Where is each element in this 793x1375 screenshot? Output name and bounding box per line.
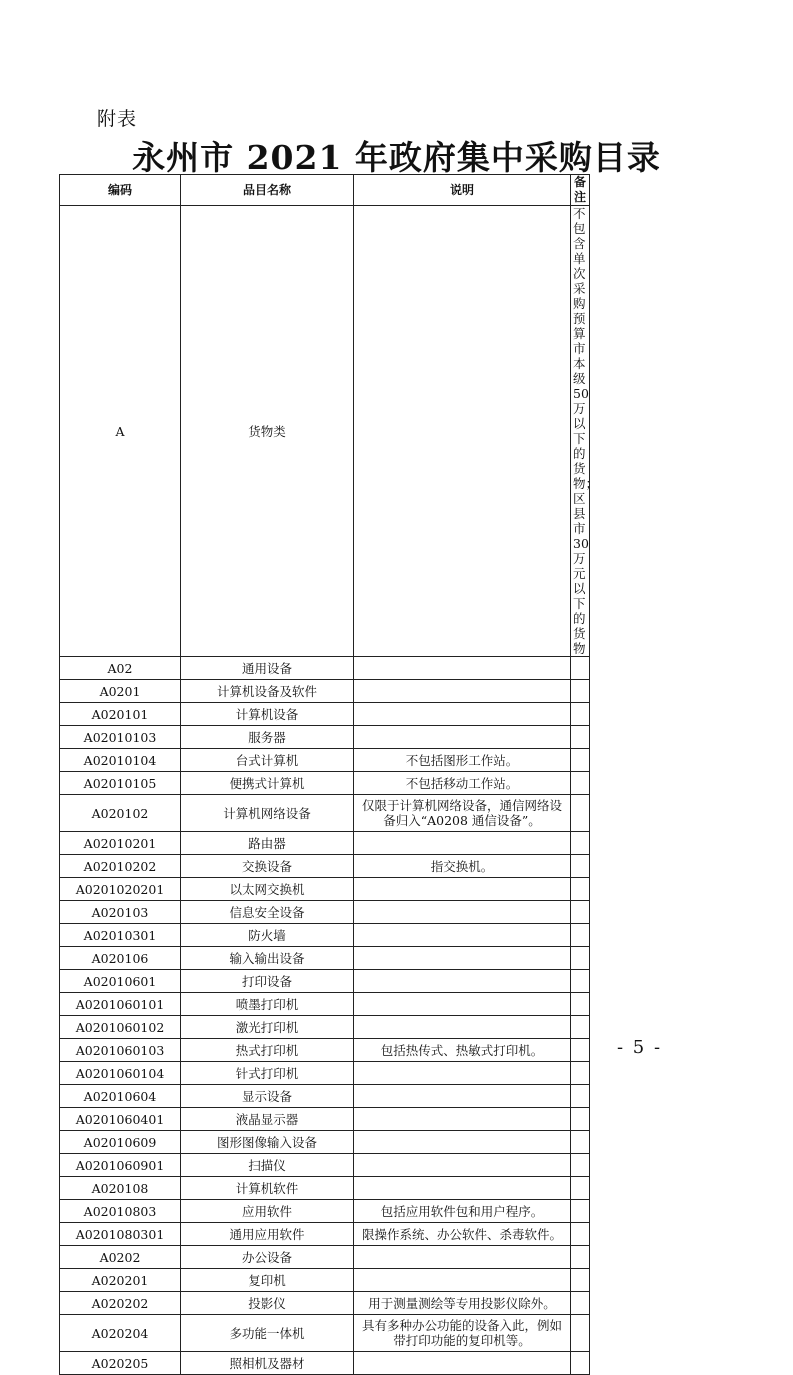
cell-description (354, 993, 571, 1016)
cell-description: 用于测量测绘等专用投影仪除外。 (354, 1292, 571, 1315)
header-item-name: 品目名称 (181, 175, 354, 206)
table-row (60, 1246, 590, 1269)
cell-item-name: 输入输出设备 (181, 947, 354, 970)
cell-item-name: 台式计算机 (181, 749, 354, 772)
cell-item-name: 信息安全设备 (181, 901, 354, 924)
cell-code: A02010604 (60, 1085, 181, 1108)
cell-code: A02010601 (60, 970, 181, 993)
cell-code: A0201060101 (60, 993, 181, 1016)
table-row (60, 1315, 590, 1352)
cell-item-name: 交换设备 (181, 855, 354, 878)
cell-description (354, 657, 571, 680)
cell-notes (571, 947, 590, 970)
cell-description (354, 1352, 571, 1375)
table-row (60, 878, 590, 901)
table-row (60, 993, 590, 1016)
cell-description: 具有多种办公功能的设备入此，例如带打印功能的复印机等。 (354, 1315, 571, 1352)
cell-code: A02010201 (60, 832, 181, 855)
cell-code: A (60, 206, 181, 657)
annex-label: 附表 (97, 108, 138, 130)
cell-item-name: 计算机设备 (181, 703, 354, 726)
cell-description: 限操作系统、办公软件、杀毒软件。 (354, 1223, 571, 1246)
cell-notes (571, 1292, 590, 1315)
table-row (60, 206, 590, 657)
cell-description: 不包括图形工作站。 (354, 749, 571, 772)
table-row (60, 901, 590, 924)
cell-item-name: 防火墙 (181, 924, 354, 947)
cell-code: A02010803 (60, 1200, 181, 1223)
cell-code: A020204 (60, 1315, 181, 1352)
cell-description (354, 947, 571, 970)
cell-code: A0202 (60, 1246, 181, 1269)
table-row (60, 1177, 590, 1200)
cell-description (354, 1246, 571, 1269)
cell-notes (571, 1131, 590, 1154)
table-row (60, 832, 590, 855)
cell-notes (571, 1108, 590, 1131)
cell-code: A02010103 (60, 726, 181, 749)
cell-code: A0201020201 (60, 878, 181, 901)
cell-item-name: 投影仪 (181, 1292, 354, 1315)
cell-item-name: 激光打印机 (181, 1016, 354, 1039)
cell-description (354, 1085, 571, 1108)
cell-code: A0201060103 (60, 1039, 181, 1062)
cell-code: A0201060901 (60, 1154, 181, 1177)
cell-code: A0201060104 (60, 1062, 181, 1085)
cell-item-name: 喷墨打印机 (181, 993, 354, 1016)
cell-item-name: 计算机设备及软件 (181, 680, 354, 703)
cell-notes (571, 1315, 590, 1352)
cell-notes (571, 749, 590, 772)
cell-notes (571, 1200, 590, 1223)
cell-notes: 不包含单次采购预算市本级 50 万以下的货物；区县市 30 万元以下的货物 (571, 206, 590, 657)
cell-code: A020101 (60, 703, 181, 726)
cell-description: 包括应用软件包和用户程序。 (354, 1200, 571, 1223)
cell-notes (571, 832, 590, 855)
cell-item-name: 计算机网络设备 (181, 795, 354, 832)
cell-item-name: 服务器 (181, 726, 354, 749)
cell-item-name: 便携式计算机 (181, 772, 354, 795)
table-row (60, 1131, 590, 1154)
table-row (60, 749, 590, 772)
cell-item-name: 多功能一体机 (181, 1315, 354, 1352)
cell-item-name: 液晶显示器 (181, 1108, 354, 1131)
cell-description (354, 680, 571, 703)
cell-item-name: 货物类 (181, 206, 354, 657)
cell-item-name: 打印设备 (181, 970, 354, 993)
table-body (60, 206, 599, 1375)
cell-item-name: 照相机及器材 (181, 1352, 354, 1375)
cell-code: A02010609 (60, 1131, 181, 1154)
cell-notes (571, 1177, 590, 1200)
table-row (60, 1039, 590, 1062)
cell-code: A020103 (60, 901, 181, 924)
header-code: 编码 (60, 175, 181, 206)
table-row (60, 1108, 590, 1131)
cell-description (354, 1108, 571, 1131)
cell-code: A020102 (60, 795, 181, 832)
cell-description (354, 1016, 571, 1039)
cell-item-name: 路由器 (181, 832, 354, 855)
cell-description: 不包括移动工作站。 (354, 772, 571, 795)
cell-notes (571, 1085, 590, 1108)
table-row (60, 1223, 590, 1246)
cell-notes (571, 1016, 590, 1039)
cell-code: A020205 (60, 1352, 181, 1375)
cell-notes (571, 1062, 590, 1085)
cell-description (354, 1154, 571, 1177)
cell-item-name: 通用设备 (181, 657, 354, 680)
cell-item-name: 针式打印机 (181, 1062, 354, 1085)
cell-item-name: 图形图像输入设备 (181, 1131, 354, 1154)
cell-description (354, 924, 571, 947)
cell-description (354, 206, 571, 657)
cell-item-name: 热式打印机 (181, 1039, 354, 1062)
cell-notes (571, 1154, 590, 1177)
table-row (60, 657, 590, 680)
cell-code: A02010105 (60, 772, 181, 795)
cell-notes (571, 657, 590, 680)
cell-notes (571, 772, 590, 795)
table-row (60, 1085, 590, 1108)
cell-code: A020202 (60, 1292, 181, 1315)
table-header-row (60, 175, 590, 206)
table-row (60, 924, 590, 947)
cell-notes (571, 726, 590, 749)
table-row (60, 1269, 590, 1292)
cell-notes (571, 924, 590, 947)
cell-notes (571, 795, 590, 832)
cell-code: A02010104 (60, 749, 181, 772)
cell-item-name: 通用应用软件 (181, 1223, 354, 1246)
cell-code: A0201080301 (60, 1223, 181, 1246)
cell-description (354, 1177, 571, 1200)
table-row (60, 970, 590, 993)
cell-notes (571, 970, 590, 993)
cell-description (354, 726, 571, 749)
cell-description (354, 878, 571, 901)
cell-item-name: 显示设备 (181, 1085, 354, 1108)
cell-notes (571, 993, 590, 1016)
cell-description: 包括热传式、热敏式打印机。 (354, 1039, 571, 1062)
table-row (60, 726, 590, 749)
table-row (60, 680, 590, 703)
cell-item-name: 扫描仪 (181, 1154, 354, 1177)
table-row (60, 1200, 590, 1223)
table-row (60, 1016, 590, 1039)
cell-code: A0201 (60, 680, 181, 703)
table-row (60, 855, 590, 878)
cell-code: A02010202 (60, 855, 181, 878)
cell-notes (571, 878, 590, 901)
cell-description (354, 1062, 571, 1085)
cell-description (354, 901, 571, 924)
document-title: 永州市 2021 年政府集中采购目录 (132, 138, 661, 177)
header-notes: 备注 (571, 175, 590, 206)
cell-description (354, 1269, 571, 1292)
cell-notes (571, 680, 590, 703)
table-row (60, 1062, 590, 1085)
cell-item-name: 以太网交换机 (181, 878, 354, 901)
cell-item-name: 计算机软件 (181, 1177, 354, 1200)
table-row (60, 795, 590, 832)
cell-notes (571, 1039, 590, 1062)
cell-code: A020201 (60, 1269, 181, 1292)
cell-notes (571, 1223, 590, 1246)
cell-code: A0201060102 (60, 1016, 181, 1039)
cell-notes (571, 703, 590, 726)
page-number: - 5 - (617, 1037, 663, 1058)
cell-notes (571, 855, 590, 878)
cell-description (354, 970, 571, 993)
cell-description: 仅限于计算机网络设备，通信网络设备归入“A0208 通信设备”。 (354, 795, 571, 832)
cell-description (354, 703, 571, 726)
table-row (60, 1352, 590, 1375)
cell-notes (571, 1269, 590, 1292)
table-row (60, 1292, 590, 1315)
table-row (60, 947, 590, 970)
cell-code: A020108 (60, 1177, 181, 1200)
cell-code: A0201060401 (60, 1108, 181, 1131)
cell-item-name: 办公设备 (181, 1246, 354, 1269)
cell-description: 指交换机。 (354, 855, 571, 878)
cell-notes (571, 1246, 590, 1269)
cell-notes (571, 901, 590, 924)
cell-code: A02010301 (60, 924, 181, 947)
cell-notes (571, 1352, 590, 1375)
cell-code: A020106 (60, 947, 181, 970)
cell-description (354, 1131, 571, 1154)
cell-description (354, 832, 571, 855)
cell-item-name: 复印机 (181, 1269, 354, 1292)
cell-code: A02 (60, 657, 181, 680)
table-row (60, 772, 590, 795)
cell-item-name: 应用软件 (181, 1200, 354, 1223)
header-description: 说明 (354, 175, 571, 206)
table-row (60, 703, 590, 726)
table-row (60, 1154, 590, 1177)
procurement-catalog-table (59, 174, 599, 1375)
